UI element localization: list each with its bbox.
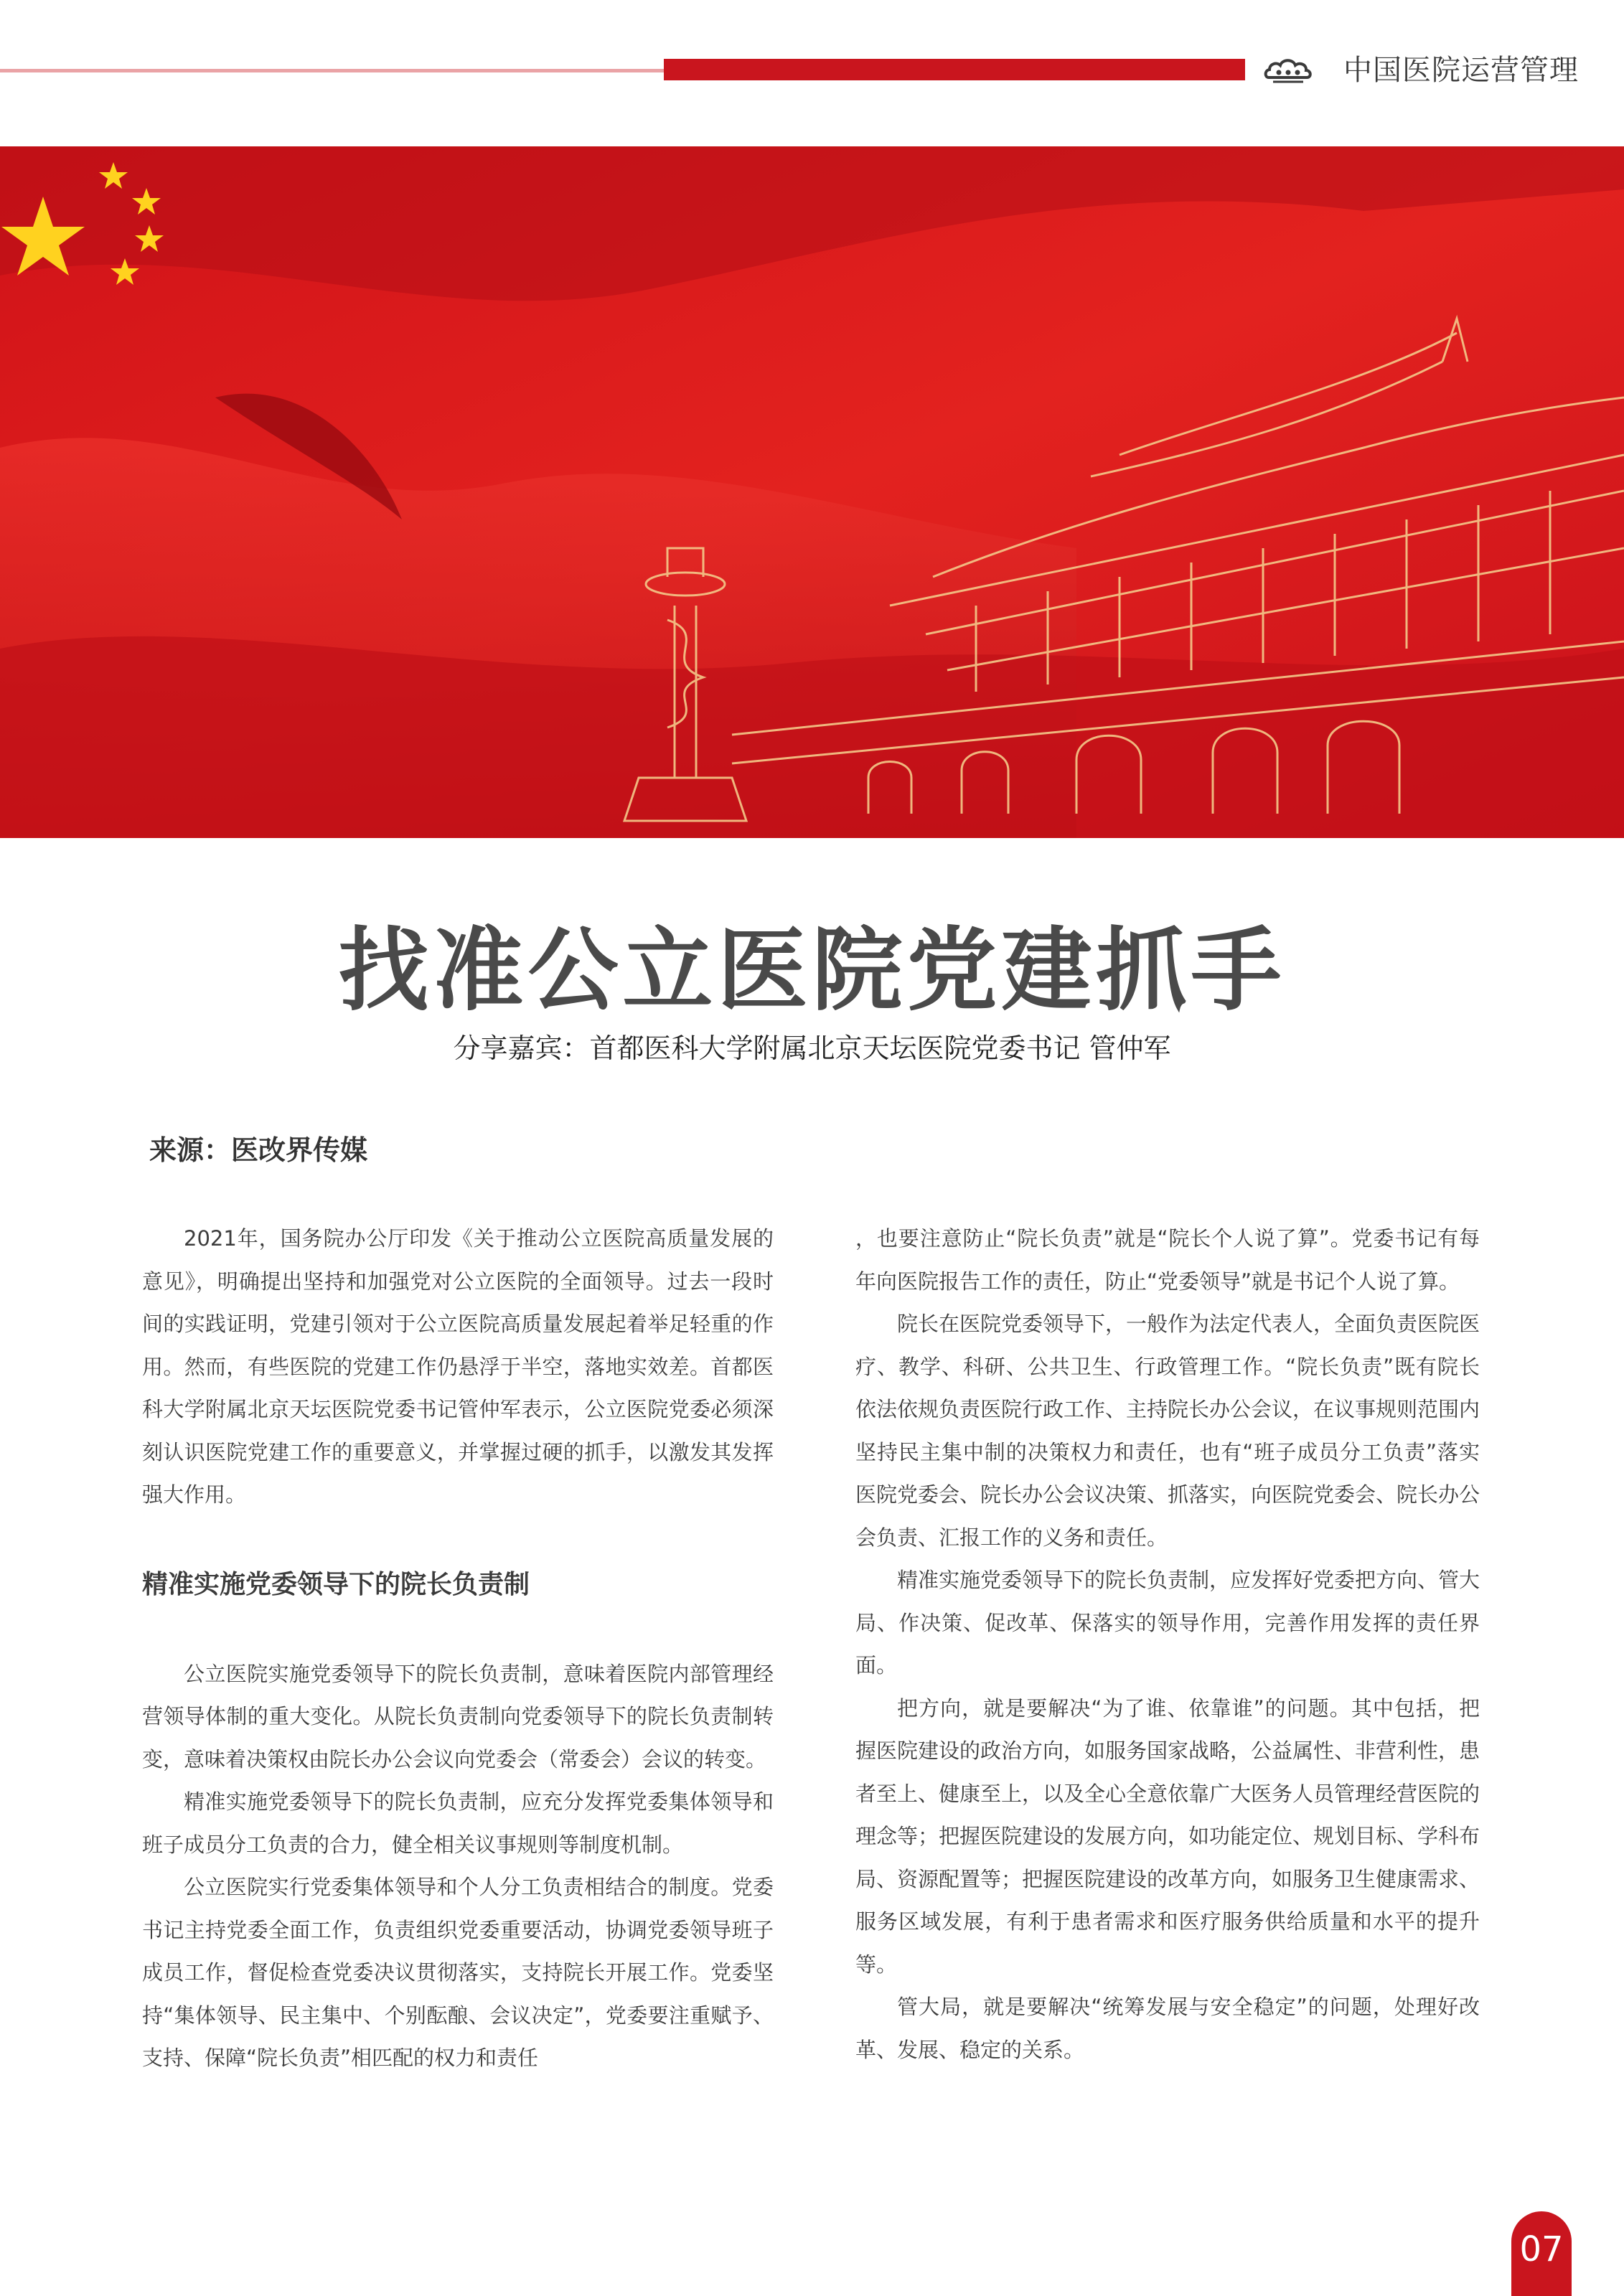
section-heading: 精准实施党委领导下的院长负责制 (142, 1569, 530, 1599)
body-paragraph: 精准实施党委领导下的院长负责制，应充分发挥党委集体领导和班子成员分工负责的合力，健全相关议事规则等制度机制。 (142, 1789, 774, 1857)
body-paragraph: 精准实施党委领导下的院长负责制，应发挥好党委把方向、管大局、作决策、促改革、保落实的领导作用，完善作用发挥的责任界面。 (855, 1568, 1480, 1678)
cloud-logo-icon (1263, 53, 1313, 86)
body-paragraph: 把方向，就是要解决“为了谁、依靠谁”的问题。其中包括，把握医院建设的政治方向，如服务国家战略，公益属性、非营利性，患者至上、健康至上，以及全心全意依靠广大医务人员管理经营医院的理念等；把握医院建设的发展方向，如功能定位、规划目标、学科布局、资源配置等；把握医院建设的改革方向，如服务卫生健康需求、服务区域发展，有利于患者需求和医疗服务供给质量和水平的提升等。 (855, 1695, 1480, 1977)
header-rule-thin (0, 69, 664, 72)
body-paragraph-continued: ，也要注意防止“院长负责”就是“院长个人说了算”。党委书记有每年向医院报告工作的责任，防止“党委领导”就是书记个人说了算。 (855, 1226, 1480, 1294)
article-subtitle: 分享嘉宾：首都医科大学附属北京天坛医院党委书记 管仲军 (453, 1032, 1171, 1064)
body-paragraph: 院长在医院党委领导下，一般作为法定代表人，全面负责医院医疗、教学、科研、公共卫生、行政管理工作。“院长负责”既有院长依法依规负责医院行政工作、主持院长办公会议，在议事规则范围内坚持民主集中制的决策权力和责任，也有“班子成员分工负责”落实医院党委会、院长办公会议决策、抓落实，向医院党委会、院长办公会负责、汇报工作的义务和责任。 (855, 1312, 1480, 1550)
journal-title: 中国医院运营管理 (1343, 54, 1579, 87)
article-source: 来源：医改界传媒 (149, 1134, 368, 1166)
article-title: 找准公立医院党建抓手 (338, 918, 1286, 1023)
left-column (142, 1218, 774, 2080)
header-rule-thick (664, 59, 1245, 80)
flag-and-tiananmen-banner-image (0, 146, 1624, 838)
right-column (855, 1218, 1480, 2071)
body-paragraph: 管大局，就是要解决“统筹发展与安全稳定”的问题，处理好改革、发展、稳定的关系。 (855, 1995, 1480, 2062)
intro-paragraph: 2021年，国务院办公厅印发《关于推动公立医院高质量发展的意见》，明确提出坚持和加强党对公立医院的全面领导。过去一段时间的实践证明，党建引领对于公立医院高质量发展起着举足轻重的作用。然而，有些医院的党建工作仍悬浮于半空，落地实效差。首都医科大学附属北京天坛医院党委书记管仲军表示，公立医院党委必须深刻认识医院党建工作的重要意义，并掌握过硬的抓手，以激发其发挥强大作用。 (142, 1226, 774, 1507)
body-paragraph: 公立医院实施党委领导下的院长负责制，意味着医院内部管理经营领导体制的重大变化。从院长负责制向党委领导下的院长负责制转变，意味着决策权由院长办公会议向党委会（常委会）会议的转变。 (142, 1661, 774, 1772)
page-number: 07 (1511, 2211, 1572, 2296)
body-paragraph: 公立医院实行党委集体领导和个人分工负责相结合的制度。党委书记主持党委全面工作，负责组织党委重要活动，协调党委领导班子成员工作，督促检查党委决议贯彻落实，支持院长开展工作。党委坚持“集体领导、民主集中、个别酝酿、会议决定”，党委要注重赋予、支持、保障“院长负责”相匹配的权力和责任 (142, 1875, 774, 2070)
